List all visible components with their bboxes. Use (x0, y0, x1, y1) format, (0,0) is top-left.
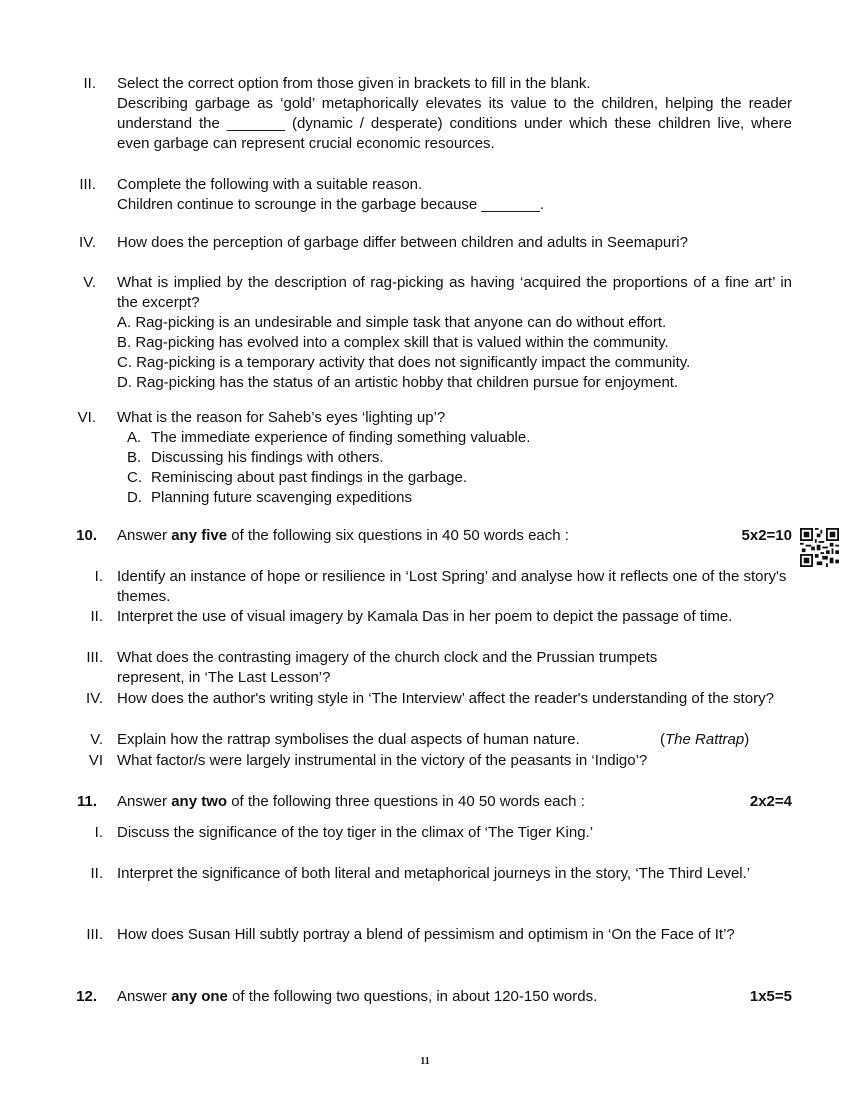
instruction-post: of the following two questions, in about 120-150 words. (227, 988, 598, 1005)
option-d (117, 488, 792, 508)
option-d: D. Rag-picking has the status of an artistic hobby that children pursue for enjoyment. (117, 374, 679, 391)
option-b (117, 448, 792, 468)
option-b: B. Rag-picking has evolved into a complex skill that is valued within the community. (117, 334, 669, 351)
instruction-pre: Answer (117, 527, 172, 544)
instruction: Complete the following with a suitable reason. (117, 176, 423, 193)
instruction-pre: Answer (117, 793, 172, 810)
option-letter: D. (127, 489, 142, 506)
question-text: Identify an instance of hope or resilience in ‘Lost Spring’ and analyse how it reflects one of the story's themes. (117, 568, 787, 605)
instruction-post: of the following six questions in 40 50 words each : (227, 527, 569, 544)
roman-numeral: VI (88, 752, 103, 769)
question-text: Explain how the rattrap symbolises the dual aspects of human nature. (117, 731, 580, 748)
option-letter: A. (127, 429, 142, 446)
roman-numeral: II. (90, 608, 103, 625)
instruction-bold: any five (171, 527, 228, 544)
question-text: What is the reason for Saheb’s eyes ‘lighting up’? (117, 409, 446, 426)
option-text: Discussing his findings with others. (151, 449, 384, 466)
instruction-pre: Answer (117, 988, 172, 1005)
question-number: 12. (76, 988, 97, 1005)
roman-numeral: III. (86, 649, 103, 666)
question-text: How does the perception of garbage differ between children and adults in Seemapuri? (117, 234, 688, 251)
option-letter: B. (127, 449, 142, 466)
roman-numeral: II. (83, 75, 96, 92)
question-text: Interpret the significance of both literal and metaphorical journeys in the story, ‘The Third Level.’ (117, 865, 751, 882)
roman-numeral: I. (94, 568, 103, 585)
marks: 2x2=4 (749, 793, 792, 810)
option-a: A. Rag-picking is an undesirable and simple task that anyone can do without effort. (117, 314, 667, 331)
instruction: Select the correct option from those given in brackets to fill in the blank. (117, 75, 591, 92)
question-text: Children continue to scrounge in the garbage because _______. (117, 196, 544, 213)
roman-numeral: II. (90, 865, 103, 882)
roman-numeral: IV. (86, 690, 103, 707)
question-text: How does Susan Hill subtly portray a blend of pessimism and optimism in ‘On the Face of It’? (117, 926, 735, 943)
option-text: Planning future scavenging expeditions (151, 489, 413, 506)
question-text: Discuss the significance of the toy tiger in the climax of ‘The Tiger King.’ (117, 824, 594, 841)
roman-numeral: III. (79, 176, 96, 193)
question-text: What does the contrasting imagery of the church clock and the Prussian trumpets represent, in ‘The Last Lesson’? (117, 649, 658, 686)
instruction-bold: any one (171, 988, 228, 1005)
option-text: Reminiscing about past findings in the garbage. (151, 469, 468, 486)
roman-numeral: III. (86, 926, 103, 943)
roman-numeral: IV. (79, 234, 96, 251)
option-c (117, 468, 792, 488)
source-title: The Rattrap (665, 731, 745, 748)
question-text: What factor/s were largely instrumental in the victory of the peasants in ‘Indigo’? (117, 752, 648, 769)
question-text: Describing garbage as ‘gold’ metaphorically elevates its value to the children, helping the reader understand the _______ (dynamic / desperate) conditions under which these children live, where even garbage can represent crucial economic resources. (117, 95, 792, 152)
roman-numeral: V. (83, 274, 96, 291)
roman-numeral: I. (94, 824, 103, 841)
question-text: What is implied by the description of rag-picking as having ‘acquired the proportions of a fine art’ in the excerpt? (117, 274, 792, 311)
option-text: The immediate experience of finding something valuable. (151, 429, 531, 446)
question-text: How does the author's writing style in ‘The Interview’ affect the reader's understanding of the story? (117, 690, 774, 707)
option-c: C. Rag-picking is a temporary activity that does not significantly impact the community. (117, 354, 691, 371)
instruction-post: of the following three questions in 40 50 words each : (227, 793, 585, 810)
option-a (117, 428, 792, 448)
source-citation: (The Rattrap) (660, 731, 750, 748)
page-number: 11 (420, 1056, 430, 1067)
instruction-bold: any two (171, 793, 228, 810)
qr-code-icon (800, 528, 839, 567)
question-text: Interpret the use of visual imagery by Kamala Das in her poem to depict the passage of time. (117, 608, 733, 625)
marks: 5x2=10 (741, 527, 792, 544)
question-number: 10. (76, 527, 97, 544)
option-letter: C. (127, 469, 142, 486)
question-number: 11. (76, 793, 97, 810)
marks: 1x5=5 (749, 988, 792, 1005)
roman-numeral: VI. (77, 409, 96, 426)
roman-numeral: V. (90, 731, 103, 748)
